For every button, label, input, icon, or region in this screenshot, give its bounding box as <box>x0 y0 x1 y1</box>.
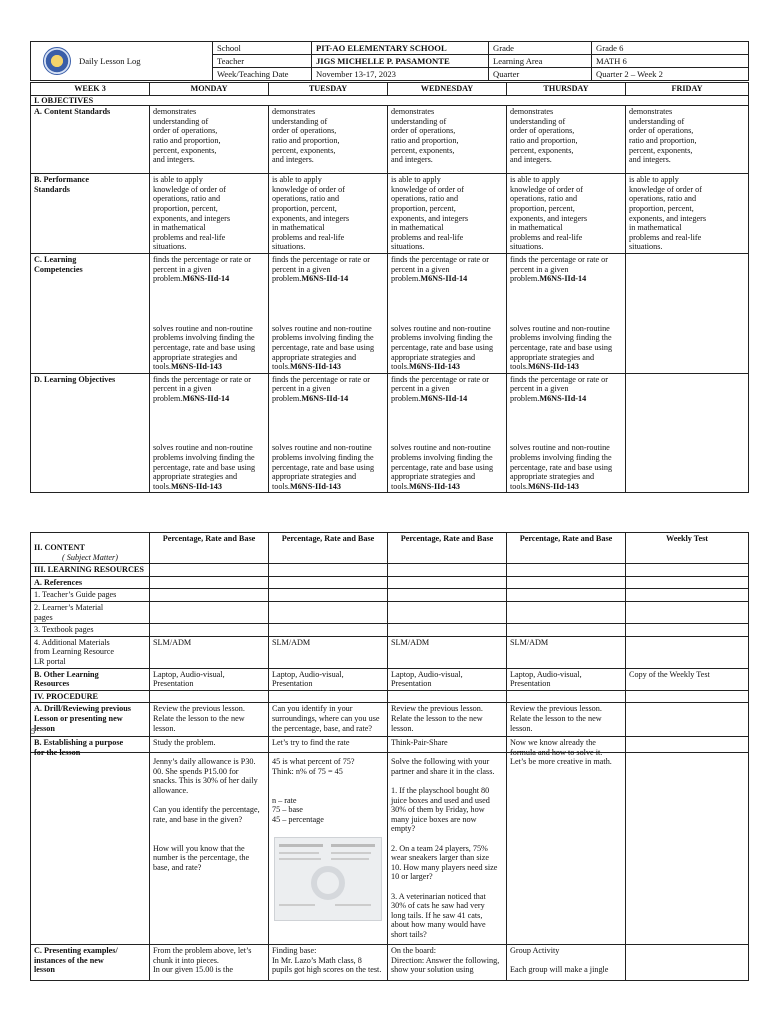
worksheet-image <box>274 837 382 921</box>
other-tue: Laptop, Audio-visual, Presentation <box>269 668 388 690</box>
grade-label: Grade <box>489 42 592 55</box>
resources-heading: III. LEARNING RESOURCES <box>31 564 150 577</box>
competency-a-text: finds the percentage or rate or percent in a given problem. <box>391 374 489 403</box>
competency-a-text: finds the percentage or rate or percent in a given problem. <box>272 374 370 403</box>
grade-value: Grade 6 <box>592 42 749 55</box>
content-standards-wed: demonstrates understanding of order of operations, ratio and proportion, percent, exponents, and integers. <box>388 106 507 174</box>
slm-thu: SLM/ADM <box>507 636 626 668</box>
learning-objectives-label: D. Learning Objectives <box>31 373 150 493</box>
learning-competencies-label: C. Learning Competencies <box>31 253 150 373</box>
topic-tue: Percentage, Rate and Base <box>269 533 388 564</box>
competency-b-text: solves routine and non-routine problems involving finding the percentage, rate and base using appropriate strategies and tools. <box>272 443 375 491</box>
tb-label: 3. Textbook pages <box>31 624 150 637</box>
week-label: Week/Teaching Date <box>213 68 312 81</box>
performance-standards-wed: is able to apply knowledge of order of operations, ratio and proportion, percent, exponents, and integers in mathematical problems and real-life situations. <box>388 174 507 254</box>
content-sub: ( Subject Matter) <box>62 552 118 562</box>
competency-a-text: finds the percentage or rate or percent in a given problem. <box>391 254 489 284</box>
topic-thu: Percentage, Rate and Base <box>507 533 626 564</box>
competency-b-code: M6NS-IId-143 <box>527 481 579 491</box>
col-week: WEEK 3 <box>31 83 150 96</box>
topic-mon: Percentage, Rate and Base <box>150 533 269 564</box>
competency-b-text: solves routine and non-routine problems involving finding the percentage, rate and base using appropriate strategies and tools. <box>153 323 256 372</box>
performance-standards-label: B. Performance Standards <box>31 174 150 254</box>
competency-a-text: finds the percentage or rate or percent in a given problem. <box>510 374 608 403</box>
competency-a-code: M6NS-IId-14 <box>182 393 230 403</box>
competency-a-code: M6NS-IId-14 <box>301 274 349 284</box>
deped-seal-icon <box>43 47 71 75</box>
other-fri: Copy of the Weekly Test <box>626 668 749 690</box>
competency-a-code: M6NS-IId-14 <box>420 393 468 403</box>
area-label: Learning Area <box>489 55 592 68</box>
purpose-thu: Now we know already the formula and how to solve it. Let’s be more creative in math. <box>507 737 626 945</box>
competency-b-code: M6NS-IId-143 <box>289 481 341 491</box>
competency-a-code: M6NS-IId-14 <box>182 274 230 284</box>
competency-b-code: M6NS-IId-143 <box>289 362 341 372</box>
examples-mon: From the problem above, let’s chunk it into pieces. In our given 15.00 is the <box>150 945 269 981</box>
content-standards-mon: demonstrates understanding of order of operations, ratio and proportion, percent, exponents, and integers. <box>150 106 269 174</box>
procedure-table <box>30 736 749 981</box>
examples-wed: On the board: Direction: Answer the following, show your solution using <box>388 945 507 981</box>
purpose-tue: Let’s try to find the rate 45 is what percent of 75? Think: n% of 75 = 45 n – rate 75 – base 45 – percentage <box>272 738 355 824</box>
competency-b-text: solves routine and non-routine problems involving finding the percentage, rate and base using appropriate strategies and tools. <box>391 323 494 372</box>
school-label: School <box>213 42 312 55</box>
tg-label: 1. Teacher’s Guide pages <box>31 589 150 602</box>
header-table <box>30 41 749 81</box>
content-label-cell <box>31 533 150 564</box>
teacher-value: JIGS MICHELLE P. PASAMONTE <box>312 55 489 68</box>
performance-standards-fri: is able to apply knowledge of order of operations, ratio and proportion, percent, exponents, and integers in mathematical problems and real-life situations. <box>626 174 749 254</box>
competency-a-text: finds the percentage or rate or percent in a given problem. <box>153 374 251 403</box>
area-value: MATH 6 <box>592 55 749 68</box>
header-logo-cell <box>31 42 213 81</box>
examples-label: C. Presenting examples/ instances of the new lesson <box>31 945 150 981</box>
examples-thu: Group Activity Each group will make a jingle <box>507 945 626 981</box>
competency-b-code: M6NS-IId-143 <box>170 481 222 491</box>
competencies-fri <box>626 253 749 373</box>
quarter-value: Quarter 2 – Week 2 <box>592 68 749 81</box>
worksheet-image-icon <box>275 838 381 920</box>
content-standards-label: A. Content Standards <box>31 106 150 174</box>
slm-tue: SLM/ADM <box>269 636 388 668</box>
objectives-fri <box>626 373 749 493</box>
procedure-heading: IV. PROCEDURE <box>31 690 150 703</box>
competency-b-code: M6NS-IId-143 <box>170 362 222 372</box>
competencies-thu <box>507 253 626 373</box>
other-mon: Laptop, Audio-visual, Presentation <box>150 668 269 690</box>
teacher-label: Teacher <box>213 55 312 68</box>
week-value: November 13-17, 2023 <box>312 68 489 81</box>
drill-tue: Can you identify in your surroundings, where can you use the percentage, base, and rate? <box>269 703 388 753</box>
content-standards-thu: demonstrates understanding of order of operations, ratio and proportion, percent, exponents, and integers. <box>507 106 626 174</box>
competency-a-code: M6NS-IId-14 <box>301 393 349 403</box>
slm-mon: SLM/ADM <box>150 636 269 668</box>
objectives-thu <box>507 373 626 493</box>
competencies-wed <box>388 253 507 373</box>
competency-a-text: finds the percentage or rate or percent in a given problem. <box>153 254 251 284</box>
other-resources-label: B. Other Learning Resources <box>31 668 150 690</box>
examples-tue: Finding base: In Mr. Lazo’s Math class, 8 pupils got high scores on the test. <box>269 945 388 981</box>
objectives-mon <box>150 373 269 493</box>
objectives-table <box>30 82 749 493</box>
objectives-wed <box>388 373 507 493</box>
col-wednesday: WEDNESDAY <box>388 83 507 96</box>
objectives-heading: I. OBJECTIVES <box>31 95 749 106</box>
competency-b-code: M6NS-IId-143 <box>408 481 460 491</box>
drill-mon: Review the previous lesson. Relate the lesson to the new lesson. <box>150 703 269 753</box>
competency-b-text: solves routine and non-routine problems involving finding the percentage, rate and base using appropriate strategies and tools. <box>272 323 375 372</box>
competencies-mon <box>150 253 269 373</box>
competency-b-text: solves routine and non-routine problems involving finding the percentage, rate and base using appropriate strategies and tools. <box>510 443 613 491</box>
quarter-label: Quarter <box>489 68 592 81</box>
slm-wed: SLM/ADM <box>388 636 507 668</box>
purpose-tue-cell <box>269 737 388 945</box>
performance-standards-tue: is able to apply knowledge of order of operations, ratio and proportion, percent, exponents, and integers in mathematical problems and real-life situations. <box>269 174 388 254</box>
drill-wed: Review the previous lesson. Relate the lesson to the new lesson. <box>388 703 507 753</box>
drill-label: A. Drill/Reviewing previous Lesson or presenting new lesson <box>31 703 150 753</box>
competency-a-text: finds the percentage or rate or percent in a given problem. <box>510 254 608 284</box>
other-thu: Laptop, Audio-visual, Presentation <box>507 668 626 690</box>
col-monday: MONDAY <box>150 83 269 96</box>
content-heading: II. CONTENT <box>34 543 85 552</box>
references-label: A. References <box>31 576 150 589</box>
purpose-mon: Study the problem. Jenny’s daily allowance is P30. 00. She spends P15.00 for snacks. This is 30% of her daily allowance. Can you identify the percentage, rate, and base in the given? How will you know that the number is the percentage, the base, and rate? <box>150 737 269 945</box>
page-marker: 5 <box>31 727 35 736</box>
topic-fri: Weekly Test <box>626 533 749 564</box>
competency-a-code: M6NS-IId-14 <box>539 393 587 403</box>
content-standards-tue: demonstrates understanding of order of operations, ratio and proportion, percent, exponents, and integers. <box>269 106 388 174</box>
competency-b-code: M6NS-IId-143 <box>408 362 460 372</box>
competency-b-text: solves routine and non-routine problems involving finding the percentage, rate and base using appropriate strategies and tools. <box>510 323 613 372</box>
performance-standards-thu: is able to apply knowledge of order of operations, ratio and proportion, percent, exponents, and integers in mathematical problems and real-life situations. <box>507 174 626 254</box>
performance-standards-mon: is able to apply knowledge of order of operations, ratio and proportion, percent, exponents, and integers in mathematical problems and real-life situations. <box>150 174 269 254</box>
purpose-wed: Think-Pair-Share Solve the following with your partner and share it in the class. 1. If the playschool bought 80 juice boxes and used and used 30% of them by Friday, how many juice boxes are now empty? 2. On a team 24 players, 75% wear sneakers larger than size 10. How many players need size 10 or larger? 3. A veterinarian noticed that 30% of cats he saw had very long tails. If he saw 41 cats, about how many would have short tails? <box>388 737 507 945</box>
school-value: PIT-AO ELEMENTARY SCHOOL <box>312 42 489 55</box>
topic-wed: Percentage, Rate and Base <box>388 533 507 564</box>
competency-b-text: solves routine and non-routine problems involving finding the percentage, rate and base using appropriate strategies and tools. <box>153 443 256 491</box>
col-tuesday: TUESDAY <box>269 83 388 96</box>
competencies-tue <box>269 253 388 373</box>
objectives-tue <box>269 373 388 493</box>
other-wed: Laptop, Audio-visual, Presentation <box>388 668 507 690</box>
competency-a-text: finds the percentage or rate or percent in a given problem. <box>272 254 370 284</box>
lm-label: 2. Learner’s Material pages <box>31 601 150 623</box>
additional-materials-label: 4. Additional Materials from Learning Resource LR portal <box>31 636 150 668</box>
competency-b-text: solves routine and non-routine problems involving finding the percentage, rate and base using appropriate strategies and tools. <box>391 443 494 491</box>
col-friday: FRIDAY <box>626 83 749 96</box>
competency-b-code: M6NS-IId-143 <box>527 362 579 372</box>
content-table <box>30 532 749 753</box>
competency-a-code: M6NS-IId-14 <box>539 274 587 284</box>
col-thursday: THURSDAY <box>507 83 626 96</box>
content-standards-fri: demonstrates understanding of order of operations, ratio and proportion, percent, exponents, and integers. <box>626 106 749 174</box>
drill-thu: Review the previous lesson. Relate the lesson to the new lesson. <box>507 703 626 753</box>
competency-a-code: M6NS-IId-14 <box>420 274 468 284</box>
log-title: Daily Lesson Log <box>79 56 141 66</box>
purpose-label: B. Establishing a purpose for the lesson <box>31 737 150 945</box>
